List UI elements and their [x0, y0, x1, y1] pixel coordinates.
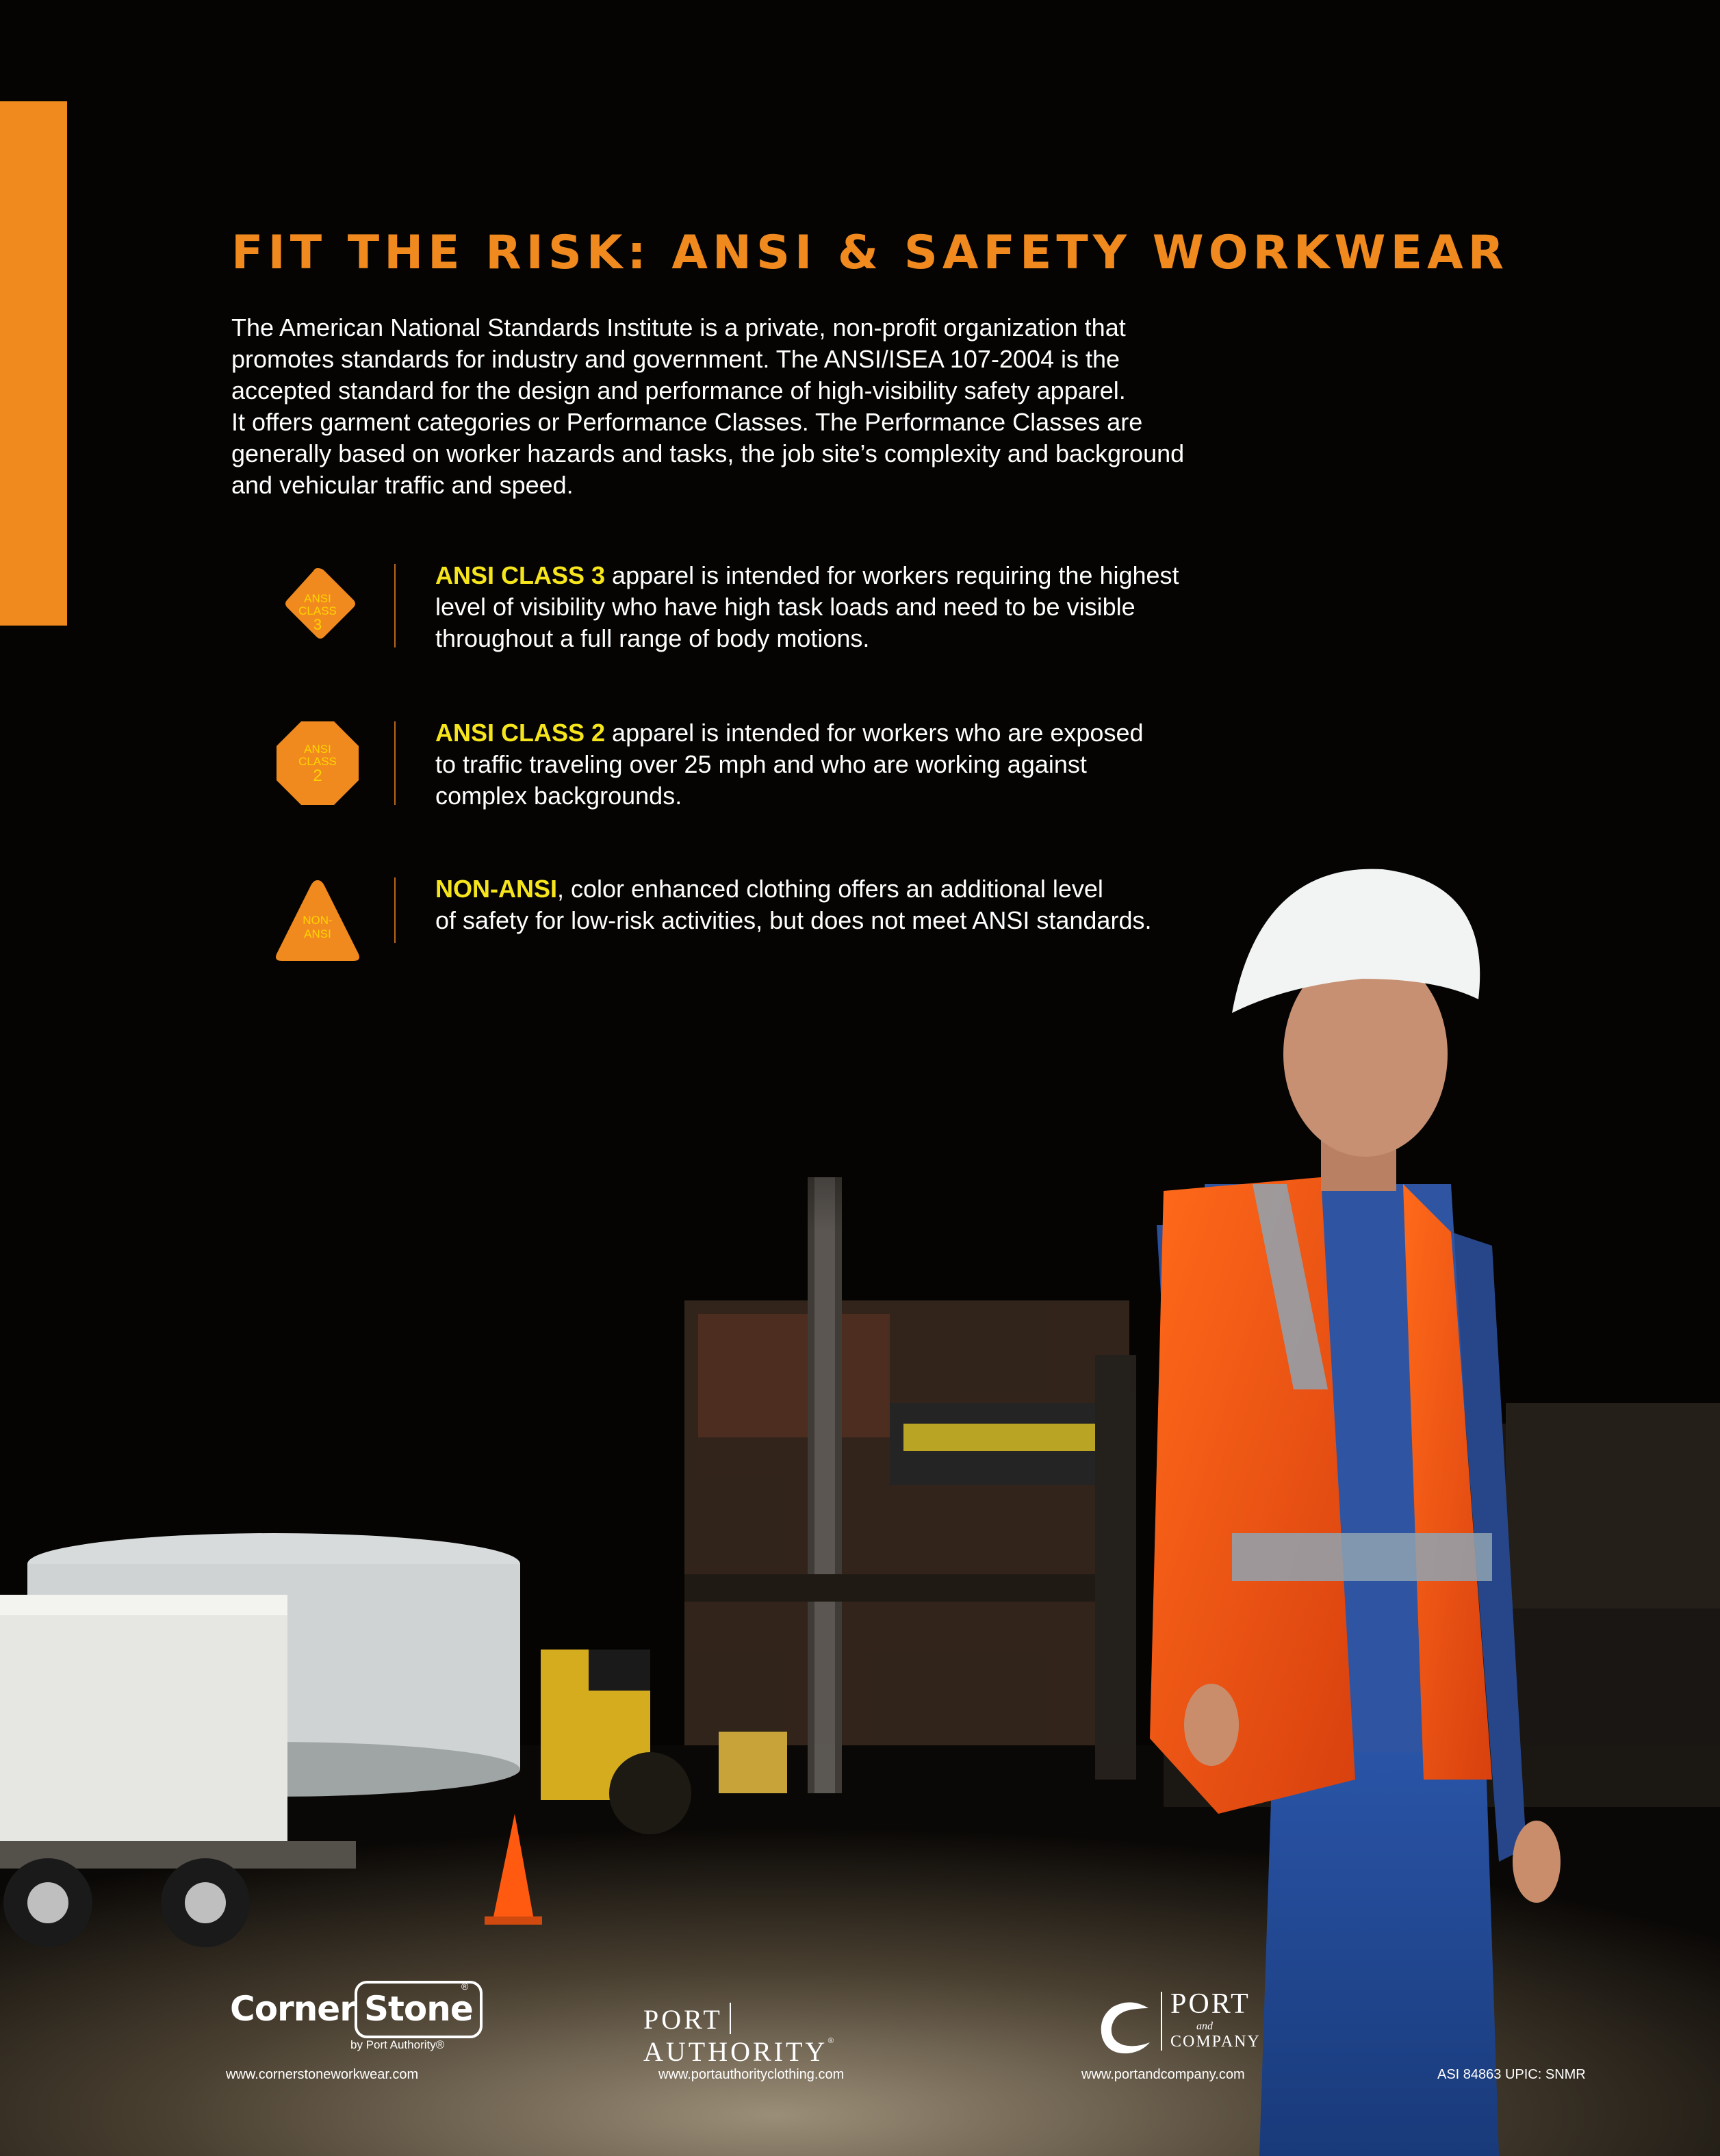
ansi-class-3-item: [271, 560, 1298, 663]
badge-line: 2: [313, 767, 322, 785]
badge-line: NON-: [303, 914, 333, 927]
divider: [394, 721, 396, 805]
port-authority-left: PORT: [643, 2004, 723, 2035]
logo-divider: [1161, 1992, 1162, 2051]
badge-line: CLASS: [298, 755, 337, 768]
intro-paragraph: [231, 312, 1313, 501]
triangle-badge-icon: [271, 873, 364, 966]
intro-line: promotes standards for industry and government. The ANSI/ISEA 107-2004 is the: [231, 345, 1120, 373]
port-authority-right: AUTHORITY: [643, 2036, 828, 2067]
non-ansi-item: [271, 873, 1298, 976]
diamond-badge-icon: [271, 560, 364, 653]
class-text: apparel is intended for workers requiring the highest: [605, 561, 1179, 589]
class-highlight: ANSI CLASS 2: [435, 719, 606, 747]
intro-line: and vehicular traffic and speed.: [231, 471, 574, 499]
port-and-company-logo: [1095, 1988, 1273, 2063]
port-company-company: COMPANY: [1170, 2033, 1261, 2051]
port-company-and: and: [1196, 2020, 1213, 2032]
badge-line: ANSI: [304, 927, 331, 940]
class-text: apparel is intended for workers who are exposed: [605, 719, 1144, 747]
cornerstone-logo: [227, 1971, 480, 2053]
class-text: of safety for low-risk activities, but does not meet ANSI standards.: [435, 906, 1152, 934]
registered-mark: ®: [827, 2036, 837, 2045]
port-authority-logo: [643, 2003, 931, 2067]
footer: [0, 1971, 1720, 2156]
intro-line: accepted standard for the design and performance of high-visibility safety apparel.: [231, 376, 1126, 405]
class-description: [435, 717, 1325, 812]
port-company-port: PORT: [1170, 1988, 1250, 2020]
class-description: [435, 560, 1325, 654]
class-highlight: ANSI CLASS 3: [435, 561, 606, 589]
intro-line: generally based on worker hazards and tasks, the job site’s complexity and background: [231, 439, 1185, 467]
accent-bar: [0, 101, 67, 626]
divider: [394, 564, 396, 647]
registered-mark: ®: [461, 1981, 469, 1992]
port-authority-url[interactable]: www.portauthorityclothing.com: [658, 2067, 845, 2082]
cornerstone-byline: by Port Authority®: [350, 2038, 445, 2051]
intro-line: The American National Standards Institute is a private, non-profit organization that: [231, 313, 1126, 342]
intro-line: It offers garment categories or Performance Classes. The Performance Classes are: [231, 408, 1143, 436]
badge-line: 3: [313, 616, 322, 633]
page-title: FIT THE RISK: ANSI & SAFETY WORKWEAR: [231, 226, 1509, 280]
divider: [394, 877, 396, 943]
class-description: [435, 873, 1325, 936]
ansi-class-2-item: [271, 717, 1298, 820]
class-text: level of visibility who have high task loads and need to be visible: [435, 593, 1135, 621]
class-text: complex backgrounds.: [435, 782, 682, 810]
class-text: , color enhanced clothing offers an additional level: [557, 875, 1103, 903]
class-text: throughout a full range of body motions.: [435, 624, 870, 652]
cornerstone-url[interactable]: www.cornerstoneworkwear.com: [226, 2067, 419, 2082]
port-company-url[interactable]: www.portandcompany.com: [1081, 2067, 1245, 2082]
port-company-swoosh-icon: [1095, 1997, 1157, 2059]
badge-line: ANSI: [304, 592, 331, 605]
octagon-badge-icon: [271, 717, 364, 810]
logo-divider: [730, 2003, 731, 2034]
badge-line: CLASS: [298, 604, 337, 617]
class-highlight: NON-ANSI: [435, 875, 557, 903]
class-text: to traffic traveling over 25 mph and who are working against: [435, 750, 1087, 778]
cornerstone-word-1: Corner: [230, 1989, 356, 2029]
cornerstone-word-2: Stone: [355, 1981, 483, 2038]
product-codes: ASI 84863 UPIC: SNMR: [1437, 2067, 1586, 2082]
badge-line: ANSI: [304, 743, 331, 756]
